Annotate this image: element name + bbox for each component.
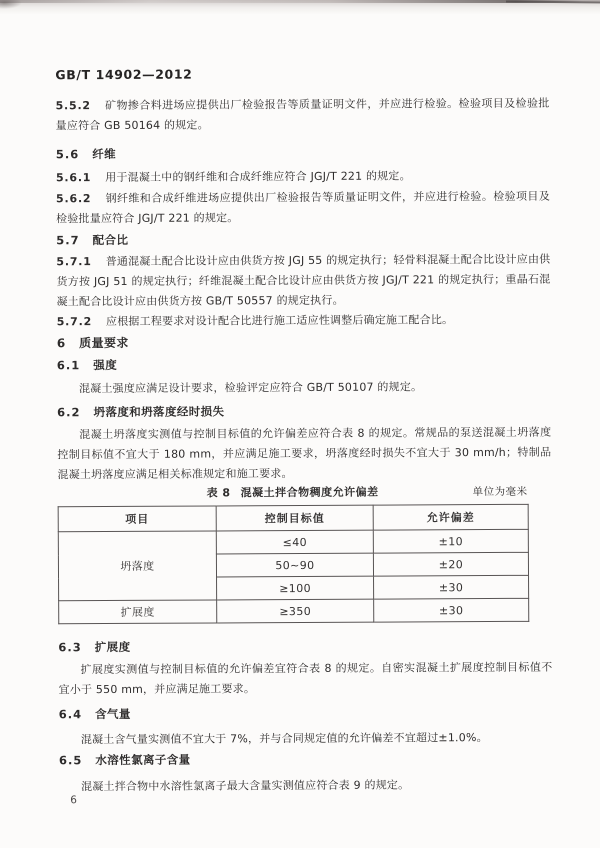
- table-title: 混凝土拌合物稠度允许偏差: [240, 485, 379, 500]
- cell-tolerance: ±30: [374, 575, 529, 599]
- cell-target: ≤40: [216, 530, 373, 554]
- page-number: 6: [70, 794, 78, 807]
- table-8: [58, 504, 530, 624]
- clause-number: 5.5.2: [55, 99, 91, 113]
- section-title: 强度: [93, 357, 118, 373]
- table-row: [58, 529, 528, 554]
- section-number: 6.3: [58, 640, 82, 655]
- section-heading-5-6: [56, 144, 550, 163]
- section-title: 坍落度和坍落度经时损失: [93, 404, 225, 420]
- section-number: 6.1: [56, 358, 81, 373]
- table-header-row: [58, 504, 528, 531]
- clause-5-7-1: [56, 250, 550, 313]
- col-header-target: 控制目标值: [216, 505, 373, 531]
- section-title: 扩展度: [94, 639, 131, 655]
- clause-text: 矿物掺合料进场应提供出厂检验报告等质量证明文件，并应进行检验。检验项目及检验批量应符合 GB 50164 的规定。: [55, 96, 550, 133]
- section-number: 6.2: [57, 405, 81, 420]
- paragraph-6-3: 扩展度实测值与控制目标值的允许偏差宜符合表 8 的规定。自密实混凝土扩展度控制目标值不宜小于 550 mm，并应满足施工要求。: [58, 660, 553, 697]
- section-heading-6-4: [59, 704, 553, 723]
- col-header-tolerance: 允许偏差: [373, 504, 528, 530]
- section-heading-6-3: [58, 637, 552, 656]
- clause-5-5-2: [56, 94, 550, 137]
- section-heading-6-1: [57, 355, 551, 374]
- paragraph-6-5: 混凝土拌合物中水溶性氯离子最大含量实测值应符合表 9 的规定。: [81, 778, 410, 794]
- cell-item-spread: 扩展度: [59, 600, 217, 624]
- table-caption-text: [58, 483, 528, 501]
- clause-text: 普通混凝土配合比设计应由供货方按 JGJ 55 的规定执行；轻骨料混凝土配合比设计应由供货方按 JGJ 51 的规定执行；纤维混凝土配合比设计应由供货方按 JGJ/T 221 的规定执行；重晶石混凝土配合比设计应由供货方按 GB/T 50557 的规定执行。: [56, 252, 551, 309]
- clause-number: 5.6.1: [55, 171, 92, 185]
- cell-tolerance: ±10: [373, 529, 528, 553]
- clause-5-6-1: [56, 166, 550, 189]
- cell-tolerance: ±30: [374, 598, 529, 622]
- clause-number: 5.7.1: [56, 255, 92, 269]
- clause-number: 5.6.2: [56, 192, 92, 206]
- table-unit-note: 单位为毫米: [472, 485, 528, 499]
- section-title: 配合比: [92, 232, 129, 248]
- paragraph-6-2: 混凝土坍落度实测值与控制目标值的允许偏差应符合表 8 的规定。常规品的泵送混凝土坍落度控制目标值不宜大于 180 mm，并应满足施工要求，坍落度经时损失不宜大于 30 mm/h；特制品混凝土坍落度应满足相关标准规定和施工要求。: [57, 425, 552, 482]
- paragraph-6-1: 混凝土强度应满足设计要求，检验评定应符合 GB/T 50107 的规定。: [78, 380, 423, 396]
- chapter-title: 质量要求: [79, 335, 129, 351]
- chapter-heading-6: [57, 332, 551, 352]
- section-heading-6-2: [57, 402, 551, 421]
- cell-target: ≥100: [217, 576, 374, 600]
- section-number: 5.6: [55, 147, 80, 162]
- chapter-number: 6: [56, 336, 67, 351]
- table-label: 表 8: [206, 486, 231, 500]
- cell-tolerance: ±20: [373, 552, 528, 576]
- section-heading-6-5: [59, 750, 553, 769]
- clause-text: 应根据工程要求对设计配合比进行施工适应性调整后确定施工配合比。: [105, 313, 454, 329]
- cell-target: ≥350: [217, 599, 374, 623]
- clause-text: 钢纤维和合成纤维进场应提供出厂检验报告等质量证明文件，并应进行检验。检验项目及检验批量应符合 JGJ/T 221 的规定。: [56, 189, 551, 226]
- section-number: 5.7: [56, 233, 80, 248]
- section-heading-5-7: [56, 230, 550, 249]
- clause-number: 5.7.2: [56, 315, 93, 329]
- paragraph-6-4: 混凝土含气量实测值不宜大于 7%，并与合同规定值的允许偏差不宜超过±1.0%。: [80, 731, 488, 747]
- col-header-item: 项目: [58, 506, 216, 532]
- section-title: 纤维: [92, 146, 117, 162]
- table-row: [59, 598, 529, 623]
- cell-target: 50~90: [216, 553, 373, 577]
- clause-5-7-2: [57, 310, 551, 333]
- scan-corner-mark: [0, 0, 22, 9]
- section-number: 6.5: [58, 753, 83, 768]
- section-title: 含气量: [95, 706, 131, 722]
- clause-text: 用于混凝土中的钢纤维和合成纤维应符合 JGJ/T 221 的规定。: [105, 169, 411, 185]
- section-number: 6.4: [58, 707, 83, 722]
- clause-5-6-2: [56, 187, 550, 230]
- table-8-caption: [58, 483, 528, 501]
- section-title: 水溶性氯离子含量: [95, 752, 191, 768]
- standard-number: GB/T 14902—2012: [55, 66, 193, 83]
- cell-item-slump: 坍落度: [58, 531, 216, 601]
